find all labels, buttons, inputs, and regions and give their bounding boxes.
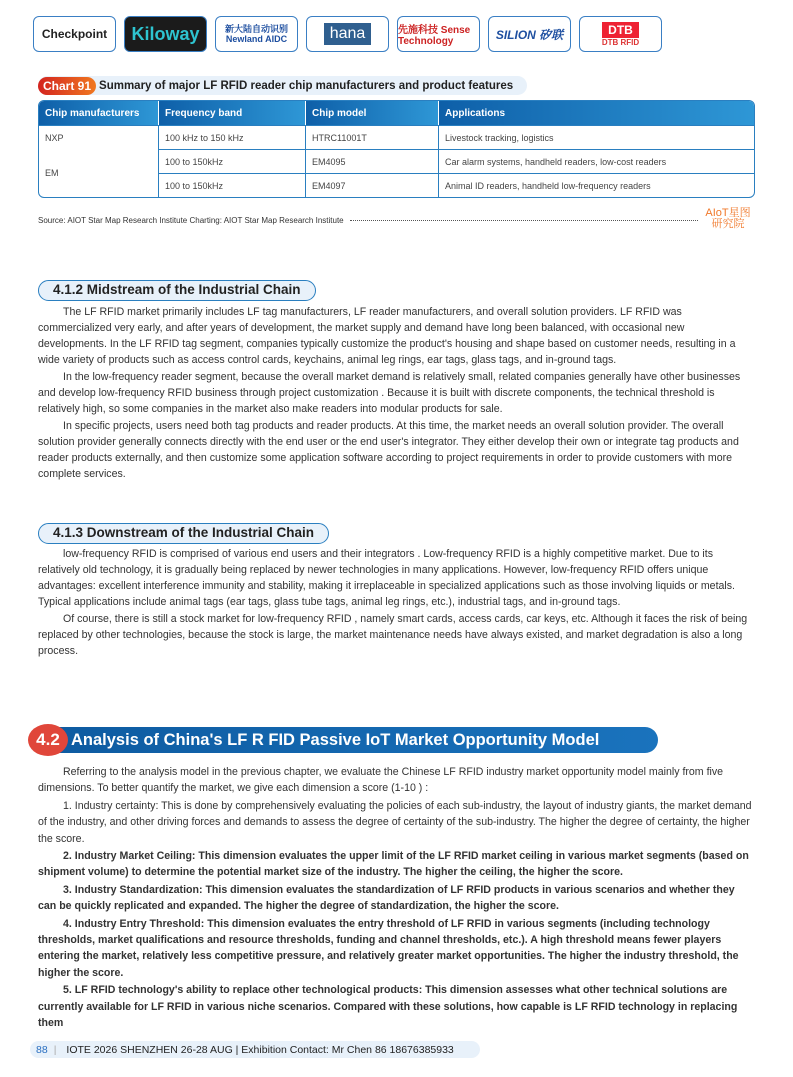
section-42-body (38, 764, 755, 1032)
section-413-body (38, 546, 755, 659)
footer-text: IOTE 2026 SHENZHEN 26-28 AUG | Exhibition Contact: Mr Chen 86 18676385933 (66, 1043, 454, 1056)
cell: 100 to 150kHz (159, 173, 306, 197)
section-412-body (38, 304, 755, 482)
paragraph: Of course, there is still a stock market for low-frequency RFID , namely smart cards, access cards, car keys, etc. Although it faces the risk of being replaced by other technologies, because the stock is large, the market maintenance needs have always existed, and market degradation is also a long process. (38, 613, 748, 657)
paragraph: In specific projects, users need both tag products and reader products. At this time, the market needs an overall solution provider. The overall solution provider generally connects directly with the end user or the end user's integrator. They either develop their own or integrate tag products and reader products externally, and then customize some application software according to project requirements in order to provide customers with more complete services. (38, 420, 739, 480)
chart-source (38, 216, 698, 225)
cell: 100 to 150kHz (159, 149, 306, 173)
section-heading-412: 4.1.2 Midstream of the Industrial Chain (38, 280, 316, 301)
cell: 100 kHz to 150 kHz (159, 125, 306, 149)
aiot-logo: AIoT星图研究院 (705, 207, 751, 230)
footer-separator: | (53, 1043, 57, 1056)
logo-hana (306, 16, 389, 52)
paragraph: 1. Industry certainty: This is done by comprehensively evaluating the policies of each sub-industry, the layout of industry giants, the market demand of the industry, and other driving forces and demands to assess the degree of certainty of the sub-industry. The higher the degree of certainty, the higher the score. (38, 799, 752, 845)
section-heading-42 (30, 727, 658, 753)
chart-title (38, 76, 527, 95)
paragraph: The LF RFID market primarily includes LF tag manufacturers, LF reader manufacturers, and overall solution providers. LF RFID was commercialized very early, and after years of development, the market supply and demand have long been balanced, with occasional new developments. In the LF RFID tag segment, companies typically customize the product's housing and shape based on customer needs, resulting in a wide variety of products such as access control cards, keychains, animal leg rings, ear tags, glass tags, and in-ground tags. (38, 306, 736, 366)
partner-logos (33, 16, 662, 52)
col-header: Applications (439, 101, 754, 125)
table-header (39, 101, 754, 125)
paragraph: low-frequency RFID is comprised of various end users and their integrators . Low-frequency RFID is a highly competitive market. Due to its relatively old technology, it is gradually being replaced by newer technologies in many applications. However, low-frequency RFID offers unique advantages: excellent interference immunity and stability, making it irreplaceable in specialized applications such as those involving liquids or metals. Typical applications include animal tags (ear tags, glass tube tags, animal leg rings, etc.), industrial tags, and in-ground tags. (38, 548, 735, 608)
logo-hana-text: hana (324, 23, 372, 45)
paragraph: 2. Industry Market Ceiling: This dimension evaluates the upper limit of the LF RFID market ceiling in various market segments (based on shipment volume) to determine the potential market size of the industry. The higher the ceiling, the higher the score. (38, 850, 749, 879)
cell: EM4097 (306, 173, 439, 197)
logo-checkpoint: Checkpoint (33, 16, 116, 52)
table-row (39, 149, 754, 173)
dotted-divider (350, 220, 698, 221)
paragraph: 5. LF RFID technology's ability to replace other technological products: This dimension assesses what other technical solutions are currently available for LF RFID in various niche scenarios. Compared with these solutions, how capable is LF RFID technology in replacing them (38, 984, 738, 1030)
col-header: Chip model (306, 101, 439, 125)
source-text: Source: AIOT Star Map Research Institute Charting: AIOT Star Map Research Institute (38, 216, 344, 225)
chart-name: Summary of major LF RFID reader chip manufacturers and product features (99, 79, 514, 92)
cell: NXP (39, 125, 159, 149)
paragraph: 4. Industry Entry Threshold: This dimension evaluates the entry threshold of LF RFID in various segments (including technology thresholds, market qualifications and resource thresholds, funding and channel thresholds, etc.). A high threshold means fewer players entering the market, relatively less competitive pressure, and relatively greater market opportunities. The higher the industry threshold, the higher the score. (38, 917, 739, 979)
logo-newland: 新大陆自动识别 Newland AIDC (215, 16, 298, 52)
page-number: 88 (36, 1043, 48, 1056)
logo-sense: 先施科技 Sense Technology (397, 16, 480, 52)
paragraph: 3. Industry Standardization: This dimension evaluates the standardization of LF RFID products in various scenarios and whether they can be quickly replicated and expanded. The higher the degree of standardization, the higher the score. (38, 883, 735, 913)
cell: Animal ID readers, handheld low-frequency readers (439, 173, 754, 197)
paragraph: In the low-frequency reader segment, because the overall market demand is relatively small, related companies generally have other businesses and develop low-frequency RFID business through project customization . Because it is built with discrete components, the technical threshold is relatively high, so some companies in the market also make readers into modular products for sale. (38, 371, 741, 415)
chip-table (38, 100, 755, 198)
cell: EM4095 (306, 149, 439, 173)
cell: Livestock tracking, logistics (439, 125, 754, 149)
page-footer (30, 1041, 480, 1058)
logo-silion: SILION 矽联 (488, 16, 571, 52)
chart-tag: Chart 91 (38, 77, 96, 95)
cell: HTRC11001T (306, 125, 439, 149)
logo-dtb: DTB DTB RFID (579, 16, 662, 52)
cell: Car alarm systems, handheld readers, low-cost readers (439, 149, 754, 173)
paragraph: Referring to the analysis model in the previous chapter, we evaluate the Chinese LF RFID industry market opportunity model mainly from five dimensions. To better quantify the market, we give each dimension a score (1-10 ) : (38, 766, 724, 795)
logo-kiloway: Kiloway (124, 16, 207, 52)
cell: EM (39, 149, 159, 197)
col-header: Frequency band (159, 101, 306, 125)
col-header: Chip manufacturers (39, 101, 159, 125)
table-row (39, 125, 754, 149)
section-number: 4.2 (28, 724, 68, 756)
section-title: Analysis of China's LF R FID Passive IoT Market Opportunity Model (71, 730, 600, 749)
section-heading-413: 4.1.3 Downstream of the Industrial Chain (38, 523, 329, 544)
logo-dtb-text: DTB RFID (601, 37, 640, 47)
